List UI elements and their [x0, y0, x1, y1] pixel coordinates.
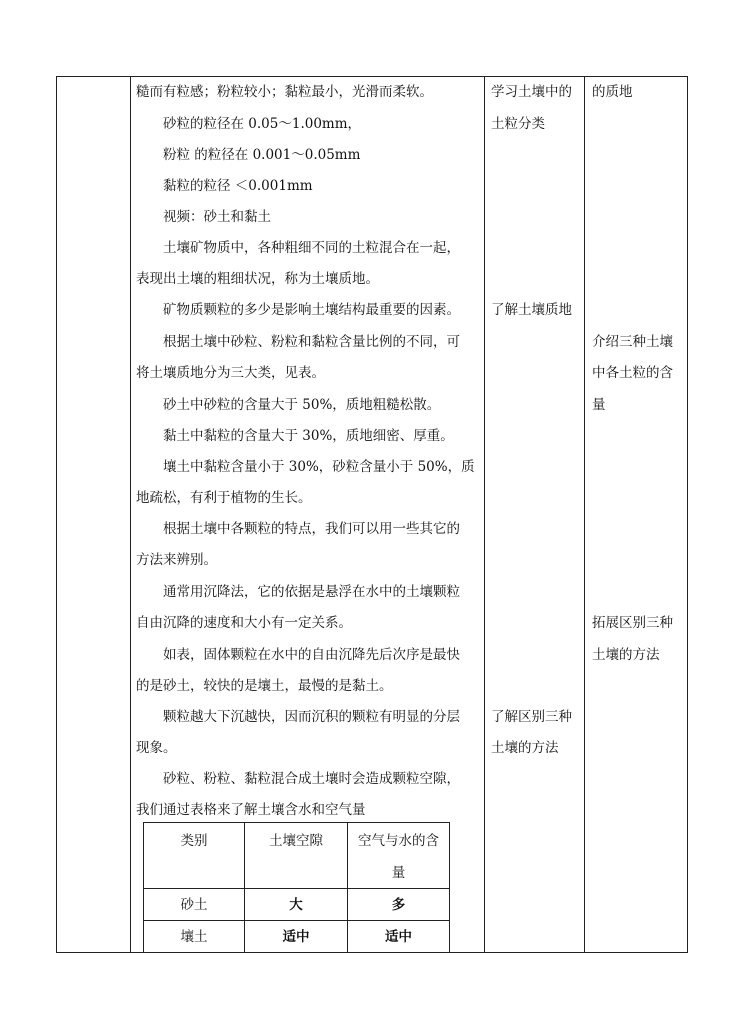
paragraph-line: 地疏松，有利于植物的生长。 [136, 490, 312, 506]
soil-table-border [143, 920, 450, 921]
table-border-top [56, 76, 688, 77]
teacher-note: 介绍三种土壤 [592, 334, 673, 350]
table-border-bottom [56, 952, 688, 953]
table-cell-soil-type: 壤土 [180, 929, 208, 945]
table-header-air-water-cont: 量 [391, 865, 406, 881]
teacher-note: 土壤的方法 [592, 647, 660, 663]
soil-table-border [143, 822, 450, 823]
student-note: 土粒分类 [491, 116, 545, 132]
student-note: 了解区别三种 [491, 709, 572, 725]
paragraph-line: 的是砂土，较快的是壤土，最慢的是黏土。 [136, 678, 393, 694]
paragraph-line: 表现出土壤的粗细状况，称为土壤质地。 [136, 271, 379, 287]
teacher-note: 量 [592, 397, 606, 413]
student-note: 土壤的方法 [491, 740, 559, 756]
soil-table-border [449, 822, 450, 952]
paragraph-line: 现象。 [136, 740, 177, 756]
paragraph-line: 如表，固体颗粒在水中的自由沉降先后次序是最快 [163, 647, 460, 663]
paragraph-line: 砂粒的粒径在 0.05～1.00mm， [163, 116, 362, 132]
paragraph-line: 砂粒、粉粒、黏粒混合成土壤时会造成颗粒空隙， [163, 771, 460, 787]
paragraph-line: 根据土壤中砂粒、粉粒和黏粒含量比例的不同，可 [163, 334, 460, 350]
table-cell-pore: 适中 [282, 929, 310, 945]
student-note: 了解土壤质地 [491, 302, 572, 318]
teacher-note: 的质地 [592, 84, 633, 100]
table-cell-pore: 大 [289, 897, 303, 913]
paragraph-line: 自由沉降的速度和大小有一定关系。 [136, 615, 352, 631]
table-cell-soil-type: 砂土 [180, 897, 208, 913]
paragraph-line: 糙而有粒感；粉粒较小；黏粒最小，光滑而柔软。 [136, 84, 433, 100]
table-cell-air-water: 适中 [385, 929, 412, 945]
paragraph-line: 颗粒越大下沉越快，因而沉积的颗粒有明显的分层 [163, 709, 460, 725]
column-divider-2 [484, 76, 485, 952]
paragraph-line: 方法来辨别。 [136, 552, 217, 568]
table-border-right [687, 76, 688, 952]
paragraph-line: 通常用沉降法，它的依据是悬浮在水中的土壤颗粒 [163, 584, 460, 600]
paragraph-line: 我们通过表格来了解土壤含水和空气量 [136, 802, 366, 818]
teacher-note: 拓展区别三种 [592, 615, 673, 631]
paragraph-line: 视频：砂土和黏土 [163, 209, 271, 225]
table-cell-air-water: 多 [391, 897, 406, 913]
soil-table-border [143, 888, 450, 889]
paragraph-line: 黏土中黏粒的含量大于 30%，质地细密、厚重。 [163, 428, 454, 444]
table-border-left [56, 76, 57, 952]
student-note: 学习土壤中的 [491, 84, 572, 100]
paragraph-line: 壤土中黏粒含量小于 30%，砂粒含量小于 50%，质 [163, 459, 475, 475]
teacher-note: 中各土粒的含 [592, 365, 673, 381]
paragraph-line: 根据土壤中各颗粒的特点，我们可以用一些其它的 [163, 521, 460, 537]
paragraph-line: 将土壤质地分为三大类，见表。 [136, 365, 325, 381]
table-header-air-water: 空气与水的含 [358, 833, 439, 849]
paragraph-line: 黏粒的粒径 ＜0.001mm [163, 178, 313, 194]
column-divider-1 [130, 76, 131, 952]
column-divider-3 [584, 76, 585, 952]
paragraph-line: 砂土中砂粒的含量大于 50%，质地粗糙松散。 [163, 397, 441, 413]
paragraph-line: 土壤矿物质中，各种粗细不同的土粒混合在一起， [163, 240, 460, 256]
table-header-category: 类别 [180, 833, 208, 849]
paragraph-line: 粉粒 的粒径在 0.001～0.05mm [163, 147, 361, 163]
table-header-pore: 土壤空隙 [269, 833, 323, 849]
paragraph-line: 矿物质颗粒的多少是影响土壤结构最重要的因素。 [163, 302, 460, 318]
